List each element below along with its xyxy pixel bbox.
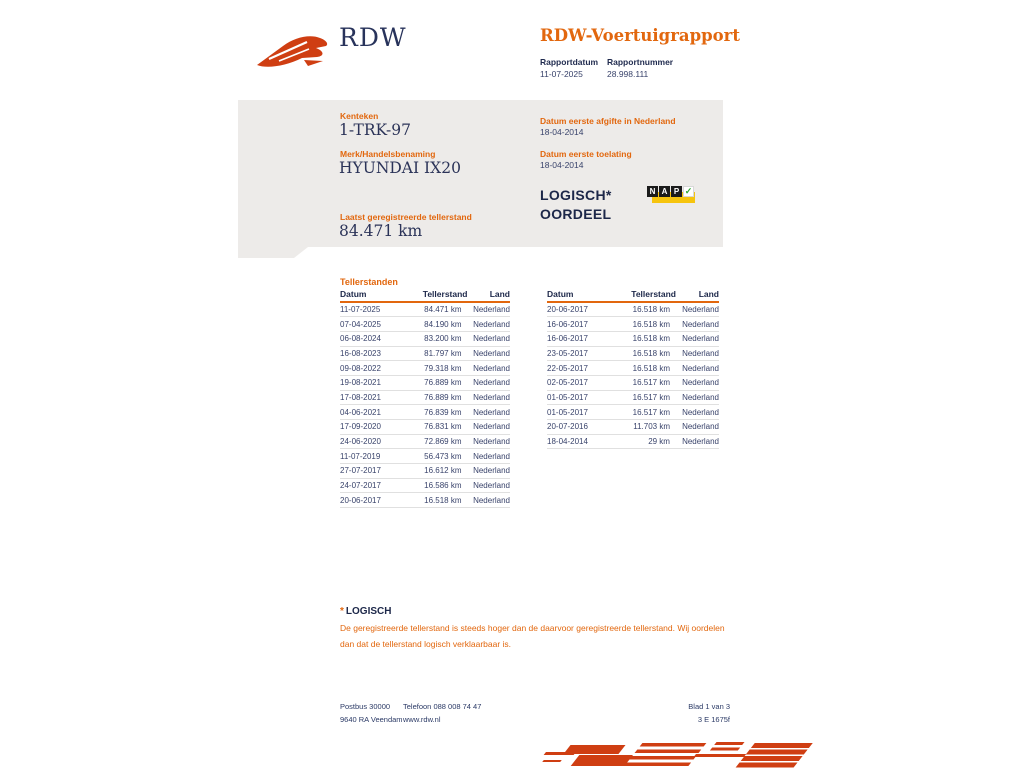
tellerstand-label: Laatst geregistreerde tellerstand bbox=[340, 212, 472, 222]
col-header-tellerstand: Tellerstand bbox=[405, 289, 468, 302]
table-row bbox=[547, 361, 719, 376]
datum-cell: 19-08-2021 bbox=[340, 375, 405, 390]
footer-phone: Telefoon 088 008 74 47 bbox=[403, 702, 482, 711]
land-cell: Nederland bbox=[676, 361, 719, 376]
table-row bbox=[340, 478, 510, 493]
land-cell: Nederland bbox=[676, 302, 719, 317]
datum-cell: 02-05-2017 bbox=[547, 375, 612, 390]
table-row bbox=[547, 317, 719, 332]
asterisk: * bbox=[340, 606, 344, 617]
table-row bbox=[340, 375, 510, 390]
footer-address-line1: Postbus 30000 bbox=[340, 702, 391, 711]
tellerstand-cell: 84.190 km bbox=[405, 317, 468, 332]
tellerstand-cell: 83.200 km bbox=[405, 331, 468, 346]
table-row bbox=[340, 346, 510, 361]
tellerstand-cell: 16.518 km bbox=[612, 317, 676, 332]
tellerstand-cell: 29 km bbox=[612, 434, 676, 449]
table-row bbox=[340, 302, 510, 317]
datum-cell: 16-06-2017 bbox=[547, 331, 612, 346]
tellerstand-cell: 76.889 km bbox=[405, 390, 468, 405]
tellerstand-cell: 16.517 km bbox=[612, 375, 676, 390]
nap-letter-p: P bbox=[671, 186, 682, 197]
table-row bbox=[340, 331, 510, 346]
footer-page-indicator: Blad 1 van 3 bbox=[688, 702, 730, 711]
land-cell: Nederland bbox=[676, 375, 719, 390]
datum-cell: 04-06-2021 bbox=[340, 405, 405, 420]
table-row bbox=[340, 464, 510, 479]
afgifte-label: Datum eerste afgifte in Nederland bbox=[540, 116, 676, 126]
land-cell: Nederland bbox=[467, 493, 510, 508]
afgifte-value: 18-04-2014 bbox=[540, 127, 584, 137]
report-number-label: Rapportnummer bbox=[607, 57, 674, 67]
tellerstand-cell: 76.831 km bbox=[405, 420, 468, 435]
land-cell: Nederland bbox=[467, 331, 510, 346]
table-row bbox=[340, 405, 510, 420]
tellerstanden-table-right bbox=[547, 289, 719, 449]
land-cell: Nederland bbox=[676, 317, 719, 332]
table-header-row bbox=[547, 289, 719, 302]
table-header-row bbox=[340, 289, 510, 302]
datum-cell: 17-08-2021 bbox=[340, 390, 405, 405]
datum-cell: 24-06-2020 bbox=[340, 434, 405, 449]
tellerstand-cell: 81.797 km bbox=[405, 346, 468, 361]
tellerstand-value: 84.471 km bbox=[339, 222, 423, 240]
merk-value: HYUNDAI IX20 bbox=[339, 159, 461, 177]
datum-cell: 18-04-2014 bbox=[547, 434, 612, 449]
oordeel-verdict bbox=[540, 186, 612, 224]
land-cell: Nederland bbox=[676, 405, 719, 420]
logisch-explanation-title bbox=[340, 606, 391, 617]
tellerstand-cell: 76.839 km bbox=[405, 405, 468, 420]
col-header-datum: Datum bbox=[547, 289, 612, 302]
table-row bbox=[547, 302, 719, 317]
tellerstanden-heading: Tellerstanden bbox=[340, 277, 398, 287]
table-row bbox=[547, 434, 719, 449]
table-row bbox=[547, 420, 719, 435]
toelating-value: 18-04-2014 bbox=[540, 160, 584, 170]
vehicle-summary-box-tab bbox=[238, 247, 308, 258]
table-row bbox=[340, 434, 510, 449]
datum-cell: 22-05-2017 bbox=[547, 361, 612, 376]
tellerstand-cell: 16.518 km bbox=[612, 346, 676, 361]
tellerstand-cell: 11.703 km bbox=[612, 420, 676, 435]
tellerstand-cell: 72.869 km bbox=[405, 434, 468, 449]
table-row bbox=[340, 493, 510, 508]
footer-address-line2: 9640 RA Veendam bbox=[340, 715, 403, 724]
report-date-label: Rapportdatum bbox=[540, 57, 599, 67]
oordeel-line2: OORDEEL bbox=[540, 206, 612, 222]
datum-cell: 20-07-2016 bbox=[547, 420, 612, 435]
report-number-value: 28.998.111 bbox=[607, 69, 649, 79]
logisch-title-text: LOGISCH bbox=[345, 606, 392, 617]
tellerstand-cell: 76.889 km bbox=[405, 375, 468, 390]
datum-cell: 11-07-2025 bbox=[340, 302, 405, 317]
datum-cell: 20-06-2017 bbox=[547, 302, 612, 317]
land-cell: Nederland bbox=[467, 375, 510, 390]
datum-cell: 16-08-2023 bbox=[340, 346, 405, 361]
land-cell: Nederland bbox=[467, 464, 510, 479]
land-cell: Nederland bbox=[676, 420, 719, 435]
datum-cell: 23-05-2017 bbox=[547, 346, 612, 361]
rdw-logo-icon bbox=[255, 27, 333, 71]
pattern-stripes-block bbox=[735, 743, 813, 768]
oordeel-line1: LOGISCH* bbox=[540, 187, 612, 203]
table-row bbox=[547, 331, 719, 346]
land-cell: Nederland bbox=[467, 361, 510, 376]
tellerstand-cell: 16.586 km bbox=[405, 478, 468, 493]
pattern-stripes-block bbox=[709, 742, 744, 751]
tellerstand-cell: 16.518 km bbox=[405, 493, 468, 508]
tellerstand-cell: 16.612 km bbox=[405, 464, 468, 479]
tellerstand-cell: 16.517 km bbox=[612, 390, 676, 405]
datum-cell: 27-07-2017 bbox=[340, 464, 405, 479]
tellerstand-cell: 16.518 km bbox=[612, 331, 676, 346]
datum-cell: 17-09-2020 bbox=[340, 420, 405, 435]
table-row bbox=[547, 390, 719, 405]
col-header-land: Land bbox=[467, 289, 510, 302]
tellerstanden-table-left bbox=[340, 289, 510, 508]
pattern-block bbox=[563, 745, 625, 754]
report-title: RDW-Voertuigrapport bbox=[540, 26, 740, 45]
datum-cell: 07-04-2025 bbox=[340, 317, 405, 332]
land-cell: Nederland bbox=[467, 317, 510, 332]
datum-cell: 09-08-2022 bbox=[340, 361, 405, 376]
kenteken-value: 1-TRK-97 bbox=[339, 121, 411, 139]
kenteken-label: Kenteken bbox=[340, 111, 379, 121]
tellerstand-cell: 56.473 km bbox=[405, 449, 468, 464]
datum-cell: 16-06-2017 bbox=[547, 317, 612, 332]
tellerstand-cell: 79.318 km bbox=[405, 361, 468, 376]
datum-cell: 01-05-2017 bbox=[547, 390, 612, 405]
datum-cell: 20-06-2017 bbox=[340, 493, 405, 508]
table-row bbox=[547, 375, 719, 390]
table-row bbox=[340, 390, 510, 405]
land-cell: Nederland bbox=[467, 420, 510, 435]
nap-letter-n: N bbox=[647, 186, 658, 197]
datum-cell: 24-07-2017 bbox=[340, 478, 405, 493]
merk-label: Merk/Handelsbenaming bbox=[340, 149, 436, 159]
col-header-datum: Datum bbox=[340, 289, 405, 302]
datum-cell: 01-05-2017 bbox=[547, 405, 612, 420]
footer-website: www.rdw.nl bbox=[403, 715, 441, 724]
land-cell: Nederland bbox=[676, 390, 719, 405]
land-cell: Nederland bbox=[467, 478, 510, 493]
col-header-land: Land bbox=[676, 289, 719, 302]
table-row bbox=[340, 420, 510, 435]
nap-letter-a: A bbox=[659, 186, 670, 197]
pattern-stripe bbox=[694, 754, 748, 757]
land-cell: Nederland bbox=[467, 434, 510, 449]
nap-logo bbox=[647, 186, 697, 205]
datum-cell: 06-08-2024 bbox=[340, 331, 405, 346]
land-cell: Nederland bbox=[467, 449, 510, 464]
datum-cell: 11-07-2019 bbox=[340, 449, 405, 464]
land-cell: Nederland bbox=[676, 331, 719, 346]
land-cell: Nederland bbox=[467, 390, 510, 405]
tellerstand-cell: 16.518 km bbox=[612, 361, 676, 376]
tellerstand-cell: 84.471 km bbox=[405, 302, 468, 317]
decorative-speed-pattern bbox=[543, 737, 805, 768]
tellerstand-cell: 16.518 km bbox=[612, 302, 676, 317]
report-date-value: 11-07-2025 bbox=[540, 69, 583, 79]
land-cell: Nederland bbox=[467, 405, 510, 420]
table-row bbox=[547, 346, 719, 361]
land-cell: Nederland bbox=[467, 302, 510, 317]
tellerstand-cell: 16.517 km bbox=[612, 405, 676, 420]
table-row bbox=[340, 449, 510, 464]
brand-wordmark: RDW bbox=[339, 23, 407, 52]
land-cell: Nederland bbox=[467, 346, 510, 361]
col-header-tellerstand: Tellerstand bbox=[612, 289, 676, 302]
table-row bbox=[340, 317, 510, 332]
footer-form-code: 3 E 1675f bbox=[697, 715, 730, 724]
land-cell: Nederland bbox=[676, 346, 719, 361]
land-cell: Nederland bbox=[676, 434, 719, 449]
table-row bbox=[547, 405, 719, 420]
toelating-label: Datum eerste toelating bbox=[540, 149, 632, 159]
nap-check-icon: ✓ bbox=[684, 186, 693, 196]
pattern-stripe bbox=[542, 760, 562, 762]
table-row bbox=[340, 361, 510, 376]
logisch-explanation-text: De geregistreerde tellerstand is steeds hoger dan de daarvoor geregistreerde tellerstand. Wij oordelen dan dat de tellerstand logisch verklaarbaar is. bbox=[340, 623, 725, 649]
